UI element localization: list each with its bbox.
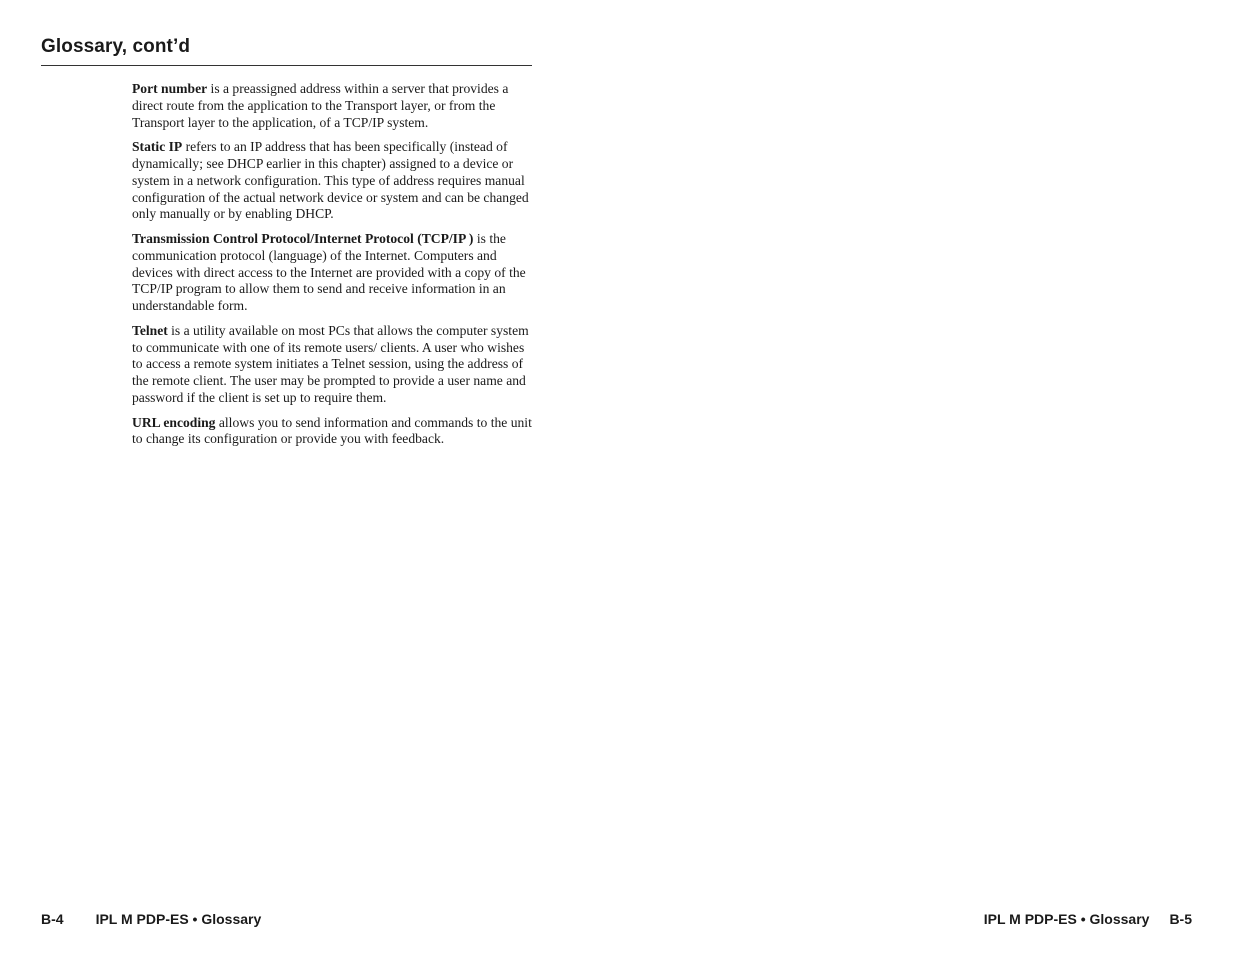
glossary-term: Transmission Control Protocol/Internet Protocol (TCP/IP ) <box>132 230 474 246</box>
glossary-entry-telnet <box>132 323 534 407</box>
glossary-entry-port-number <box>132 81 534 131</box>
glossary-entry-tcp-ip <box>132 231 534 315</box>
footer-right <box>984 911 1192 927</box>
footer-left-text: IPL M PDP-ES • Glossary <box>95 911 262 927</box>
footer-left <box>41 911 261 927</box>
glossary-definition: refers to an IP address that has been specifically (instead of dynamically; see DHCP earlier in this chapter) assigned to a device or system in a network configuration. This type of address requires manual configuration of the actual network device or system and can be changed only manually or by enabling DHCP. <box>132 139 529 222</box>
glossary-entry-static-ip <box>132 139 534 223</box>
glossary-term: Static IP <box>132 139 183 155</box>
glossary-term: Port number <box>132 81 208 96</box>
page-number-right: B-5 <box>1169 911 1192 927</box>
glossary-term: Telnet <box>132 322 168 338</box>
glossary-definition: is a preassigned address within a server that provides a direct route from the application to the Transport layer, or from the Transport layer to the application, of a TCP/IP system. <box>132 81 509 130</box>
glossary-list <box>132 81 534 456</box>
glossary-definition: is a utility available on most PCs that allows the computer system to communicate with one of its remote users/ clients. A user who wishes to access a remote system initiates a Telnet session, using the address of the remote client. The user may be prompted to provide a user name and password if the client is set up to require them. <box>132 322 529 405</box>
glossary-definition: allows you to send information and commands to the unit to change its configuration or provide you with feedback. <box>132 414 532 447</box>
footer-right-text: IPL M PDP-ES • Glossary <box>983 911 1150 927</box>
glossary-definition: is the communication protocol (language) of the Internet. Computers and devices with direct access to the Internet are provided with a copy of the TCP/IP program to allow them to send and receive information in an understandable form. <box>132 230 526 314</box>
page-title: Glossary, cont’d <box>41 36 191 57</box>
page-number-left: B-4 <box>41 911 64 927</box>
title-divider <box>41 65 532 66</box>
glossary-term: URL encoding <box>132 414 216 430</box>
glossary-entry-url-encoding <box>132 415 534 449</box>
